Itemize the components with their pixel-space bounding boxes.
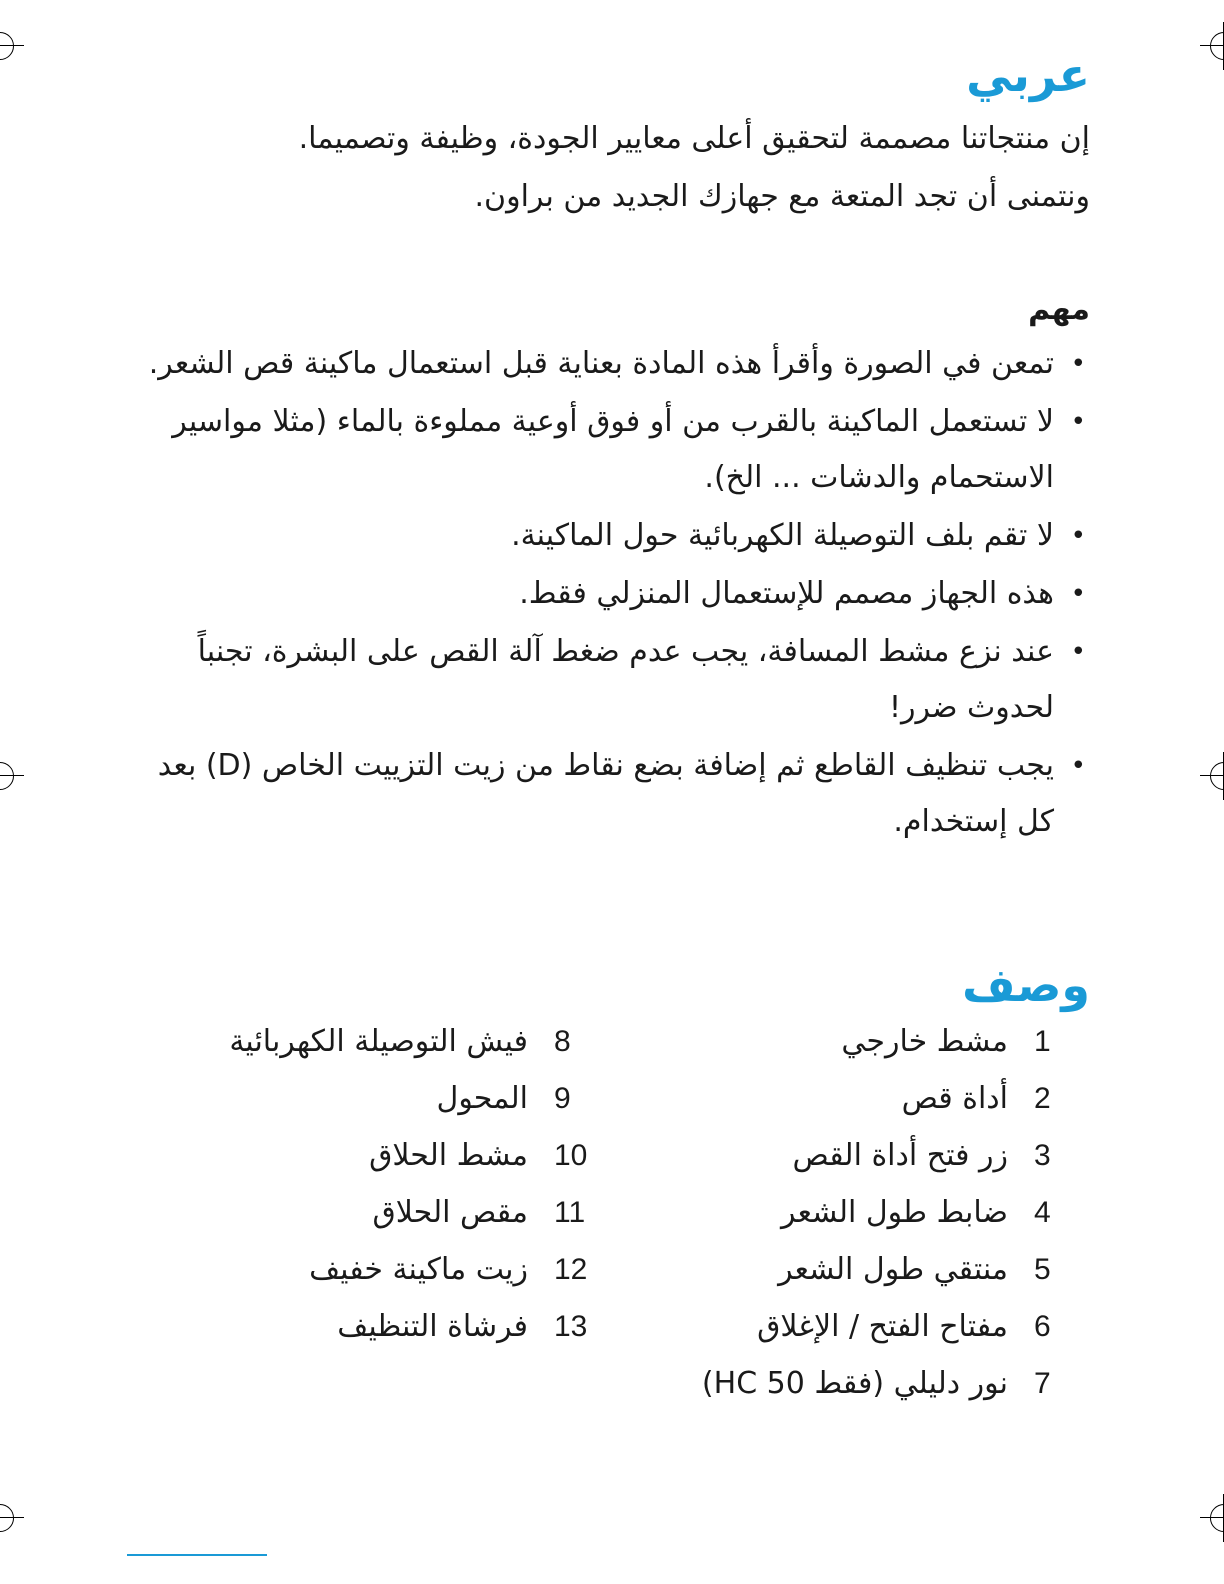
part-item: 12 زيت ماكينة خفيف [309,1252,588,1287]
bullet-icon: • [1070,637,1086,667]
part-item: 3 زر فتح أداة القص [792,1138,1051,1173]
part-item: 4 ضابط طول الشعر [781,1195,1051,1230]
registration-mark-top-left [0,32,14,60]
part-item: 2 أداة قص [901,1081,1051,1116]
list-item: • لا تستعمل الماكينة بالقرب من أو فوق أوعية مملوءة بالماء (مثلا مواسير الاستحمام والدشات ... الخ). [130,394,1090,506]
intro-line: ونتمنى أن تجد المتعة مع جهازك الجديد من براون. [474,179,1090,214]
registration-mark-middle-right [1210,762,1224,790]
part-item: 5 منتقي طول الشعر [778,1252,1051,1287]
bullet-icon: • [1070,751,1086,781]
part-item: 8 فيش التوصيلة الكهربائية [229,1024,571,1059]
part-item: 6 مفتاح الفتح / الإغلاق [757,1309,1051,1344]
registration-mark-bottom-left [0,1504,14,1532]
list-item: • تمعن في الصورة وأقرأ هذه المادة بعناية قبل استعمال ماكينة قص الشعر. [130,336,1090,392]
important-list [130,336,1090,852]
footer-rule [127,1554,267,1556]
part-item: 13 فرشاة التنظيف [337,1309,588,1344]
registration-mark-bottom-right [1210,1504,1224,1532]
important-heading: مهم [1028,292,1090,327]
registration-mark-top-right [1210,32,1224,60]
registration-mark-middle-left [0,762,14,790]
part-item: 10 مشط الحلاق [369,1138,588,1173]
bullet-icon: • [1070,521,1086,551]
parts-column-left [130,1024,610,1423]
part-item: 9 المحول [436,1081,571,1116]
bullet-icon: • [1070,579,1086,609]
page-title: عربي [966,48,1090,102]
bullet-icon: • [1070,407,1086,437]
part-item: 1 مشط خارجي [841,1024,1051,1059]
list-item: • عند نزع مشط المسافة، يجب عدم ضغط آلة القص على البشرة، تجنباً لحدوث ضرر! [130,624,1090,736]
intro-paragraph [130,110,1090,226]
parts-column-right [610,1024,1090,1423]
parts-list [130,1024,1090,1423]
list-item: • لا تقم بلف التوصيلة الكهربائية حول الماكينة. [130,508,1090,564]
part-item: 7 نور دليلي (فقط HC 50) [701,1366,1051,1401]
document-page [120,0,1090,1584]
list-item: • يجب تنظيف القاطع ثم إضافة بضع نقاط من زيت التزييت الخاص (D) بعد كل إستخدام. [130,738,1090,850]
bullet-icon: • [1070,349,1086,379]
list-item: • هذه الجهاز مصمم للإستعمال المنزلي فقط. [130,566,1090,622]
intro-line: إن منتجاتنا مصممة لتحقيق أعلى معايير الجودة، وظيفة وتصميما. [298,121,1090,156]
part-item: 11 مقص الحلاق [372,1195,586,1230]
description-heading: وصف [962,958,1090,1012]
